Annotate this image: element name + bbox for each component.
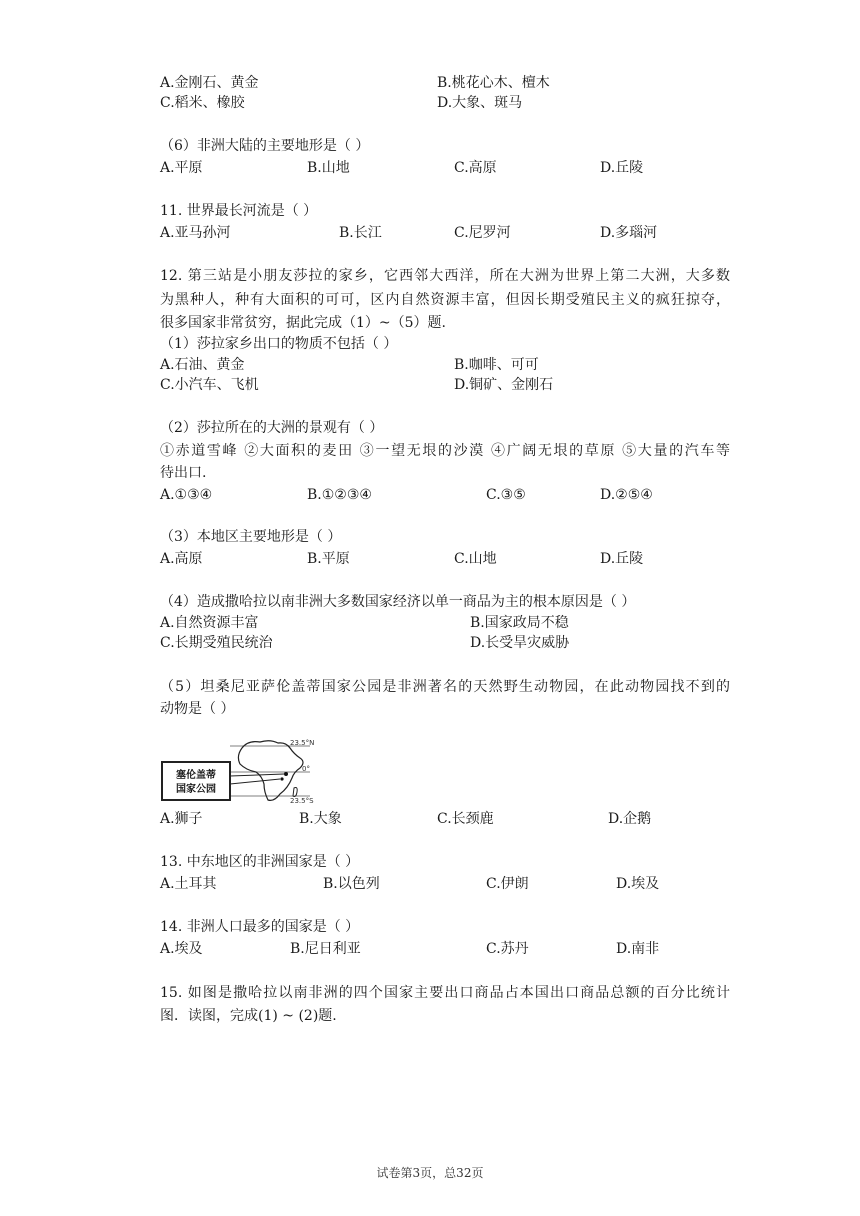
option-d: D.多瑙河 — [600, 225, 658, 241]
option-d: D.大象、斑马 — [437, 95, 523, 111]
option-b: B.以色列 — [323, 876, 380, 892]
question-stem: 14. 非洲人口最多的国家是（ ） — [160, 919, 360, 935]
option-b: B.咖啡、可可 — [454, 357, 539, 373]
option-c: C.③⑤ — [486, 487, 526, 503]
option-b: B.尼日利亚 — [290, 941, 361, 957]
question-stem: 待出口. — [160, 465, 207, 481]
option-a: A.高原 — [160, 551, 203, 567]
option-d: D.②⑤④ — [600, 487, 653, 503]
option-c: C.稻米、橡胶 — [160, 95, 245, 111]
option-d: D.埃及 — [616, 876, 660, 892]
option-d: D.丘陵 — [600, 551, 644, 567]
question-stem: （5）坦桑尼亚萨伦盖蒂国家公园是非洲著名的天然野生动物园，在此动物园找不到的 — [160, 679, 730, 695]
option-c: C.尼罗河 — [454, 225, 511, 241]
option-c: C.小汽车、飞机 — [160, 377, 259, 393]
question-stem: （2）莎拉所在的大洲的景观有（ ） — [160, 420, 384, 436]
question-stem: （6）非洲大陆的主要地形是（ ） — [160, 138, 370, 154]
option-c: C.长颈鹿 — [437, 811, 494, 827]
option-b: B.①②③④ — [307, 487, 372, 503]
option-d: D.铜矿、金刚石 — [454, 377, 554, 393]
option-a: A.狮子 — [160, 811, 203, 827]
option-c: C.伊朗 — [486, 876, 529, 892]
option-d: D.长受旱灾威胁 — [470, 635, 570, 651]
question-stem: 为黑种人，种有大面积的可可，区内自然资源丰富，但因长期受殖民主义的疯狂掠夺， — [160, 292, 730, 308]
option-a: A.金刚石、黄金 — [160, 75, 259, 91]
option-a: A.①③④ — [160, 487, 213, 503]
option-a: A.石油、黄金 — [160, 357, 245, 373]
lat-north-label: 23.5°N — [290, 739, 315, 747]
africa-map-figure — [160, 736, 320, 806]
option-b: B.山地 — [307, 160, 350, 176]
option-a: A.平原 — [160, 160, 203, 176]
option-b: B.长江 — [339, 225, 382, 241]
option-b: B.大象 — [299, 811, 342, 827]
option-a: A.亚马孙河 — [160, 225, 231, 241]
question-stem: （1）莎拉家乡出口的物质不包括（ ） — [160, 336, 398, 352]
option-b: B.桃花心木、檀木 — [437, 75, 550, 91]
option-a: A.土耳其 — [160, 876, 217, 892]
question-stem: 11. 世界最长河流是（ ） — [160, 203, 318, 219]
question-stem: （4）造成撒哈拉以南非洲大多数国家经济以单一商品为主的根本原因是（ ） — [160, 594, 636, 610]
question-stem: （3）本地区主要地形是（ ） — [160, 529, 342, 545]
option-d: D.南非 — [616, 941, 660, 957]
option-d: D.丘陵 — [600, 160, 644, 176]
option-b: B.国家政局不稳 — [470, 615, 569, 631]
question-stem: 13. 中东地区的非洲国家是（ ） — [160, 854, 360, 870]
option-d: D.企鹅 — [608, 811, 652, 827]
option-b: B.平原 — [307, 551, 350, 567]
lat-south-label: 23.5°S — [290, 797, 314, 805]
option-c: C.山地 — [454, 551, 497, 567]
option-a: A.埃及 — [160, 941, 203, 957]
page-footer: 试卷第3页，总32页 — [376, 1166, 484, 1180]
map-box-label-2: 国家公园 — [176, 784, 216, 795]
lat-equator-label: 0° — [302, 765, 310, 773]
question-stem: 图．读图，完成(1) ~ (2)题. — [160, 1008, 337, 1024]
option-c: C.苏丹 — [486, 941, 529, 957]
question-stem: ①赤道雪峰 ②大面积的麦田 ③一望无垠的沙漠 ④广阔无垠的草原 ⑤大量的汽车等 — [160, 443, 730, 459]
question-stem: 动物是（ ） — [160, 701, 235, 717]
map-box-label-1: 塞伦盖蒂 — [176, 770, 216, 781]
question-stem: 很多国家非常贫穷，据此完成（1）~（5）题. — [160, 315, 446, 331]
option-c: C.高原 — [454, 160, 497, 176]
option-a: A.自然资源丰富 — [160, 615, 259, 631]
option-c: C.长期受殖民统治 — [160, 635, 273, 651]
question-stem: 12. 第三站是小朋友莎拉的家乡，它西邻大西洋，所在大洲为世界上第二大洲，大多数 — [160, 268, 730, 284]
question-stem: 15. 如图是撒哈拉以南非洲的四个国家主要出口商品占本国出口商品总额的百分比统计 — [160, 985, 730, 1001]
